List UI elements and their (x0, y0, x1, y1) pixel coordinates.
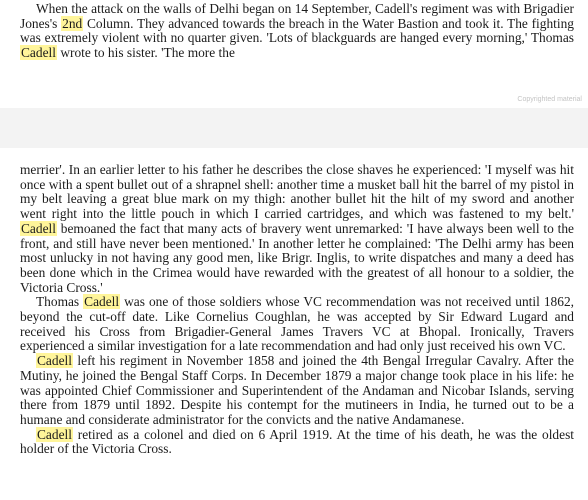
highlight-2nd: 2nd (62, 15, 83, 31)
highlight-cadell: Cadell (21, 220, 56, 236)
paragraph-top (20, 2, 574, 61)
top-text-block (20, 2, 574, 61)
paragraph-1 (20, 163, 574, 295)
text-run: Thomas (36, 294, 84, 310)
paragraph-4 (20, 428, 574, 457)
page-top-fragment (0, 0, 588, 108)
highlight-cadell: Cadell (37, 426, 72, 442)
text-run: merrier'. In an earlier letter to his father he describes the close shaves he experienced: 'I myself was hit once with a spent bullet out of a shrapnel shell: another time a musket ball hit the barrel of my pistol in my belt leaving a great blue mark on my thigh: another bullet hit the hilt of my sword and another went right into the little pouch in which I carried cartridges, and which was fastened to my belt.' (20, 162, 574, 222)
text-run: Column. They advanced towards the breach in the Water Bastion and took it. The fighting was extremely violent with no quarter given. 'Lots of blackguards are hanged every morning,' Thomas (20, 15, 574, 46)
text-run: When the attack on the walls of Delhi began on 14 September, Cadell's regiment was with Brigadier Jones's (20, 1, 574, 31)
highlight-cadell: Cadell (84, 294, 120, 310)
text-run: bemoaned the fact that many acts of bravery went unremarked: 'I have always been well to the front, and still have never been mentioned.' In another letter he complained: 'The Delhi army has been most unlucky in not having any good men, like Brigr. Inglis, to write dispatches and many a deed has been done which in the Crimea would have rewarded with the greatest of all honour to a soldier, the Victoria Cross.' (20, 220, 574, 295)
watermark: Copyrighted material (517, 96, 582, 103)
paragraph-3 (20, 354, 574, 428)
paragraph-2 (20, 295, 574, 354)
text-run: retired as a colonel and died on 6 April 1919. At the time of his death, he was the oldest holder of the Victoria Cross. (20, 426, 574, 457)
highlight-cadell: Cadell (21, 45, 56, 61)
text-run: wrote to his sister. 'The more the (56, 45, 235, 61)
text-run: left his regiment in November 1858 and joined the 4th Bengal Irregular Cavalry. After the Mutiny, he joined the Bengal Staff Corps. In December 1879 a major change took place in his life: he was appointed Chief Commissioner and Superintendent of the Andaman and Nicobar Islands, serving there from 1879 until 1892. Despite his contempt for the mutineers in India, he turned out to be a humane and considerate administrator for the convicts and the native Andamanese. (20, 353, 574, 427)
bottom-text-block (20, 163, 574, 457)
text-run: was one of those soldiers whose VC recommendation was not received until 1862, beyond the cut-off date. Like Cornelius Coughlan, he was accepted by Sir Edward Lugard and received his Cross from Brigadier-General James Travers VC at Bhopal. Ironically, Travers experienced a similar investigation for a late recommendation and had only just received his own VC. (20, 294, 574, 354)
page-gap (0, 108, 588, 148)
highlight-cadell: Cadell (37, 353, 72, 369)
